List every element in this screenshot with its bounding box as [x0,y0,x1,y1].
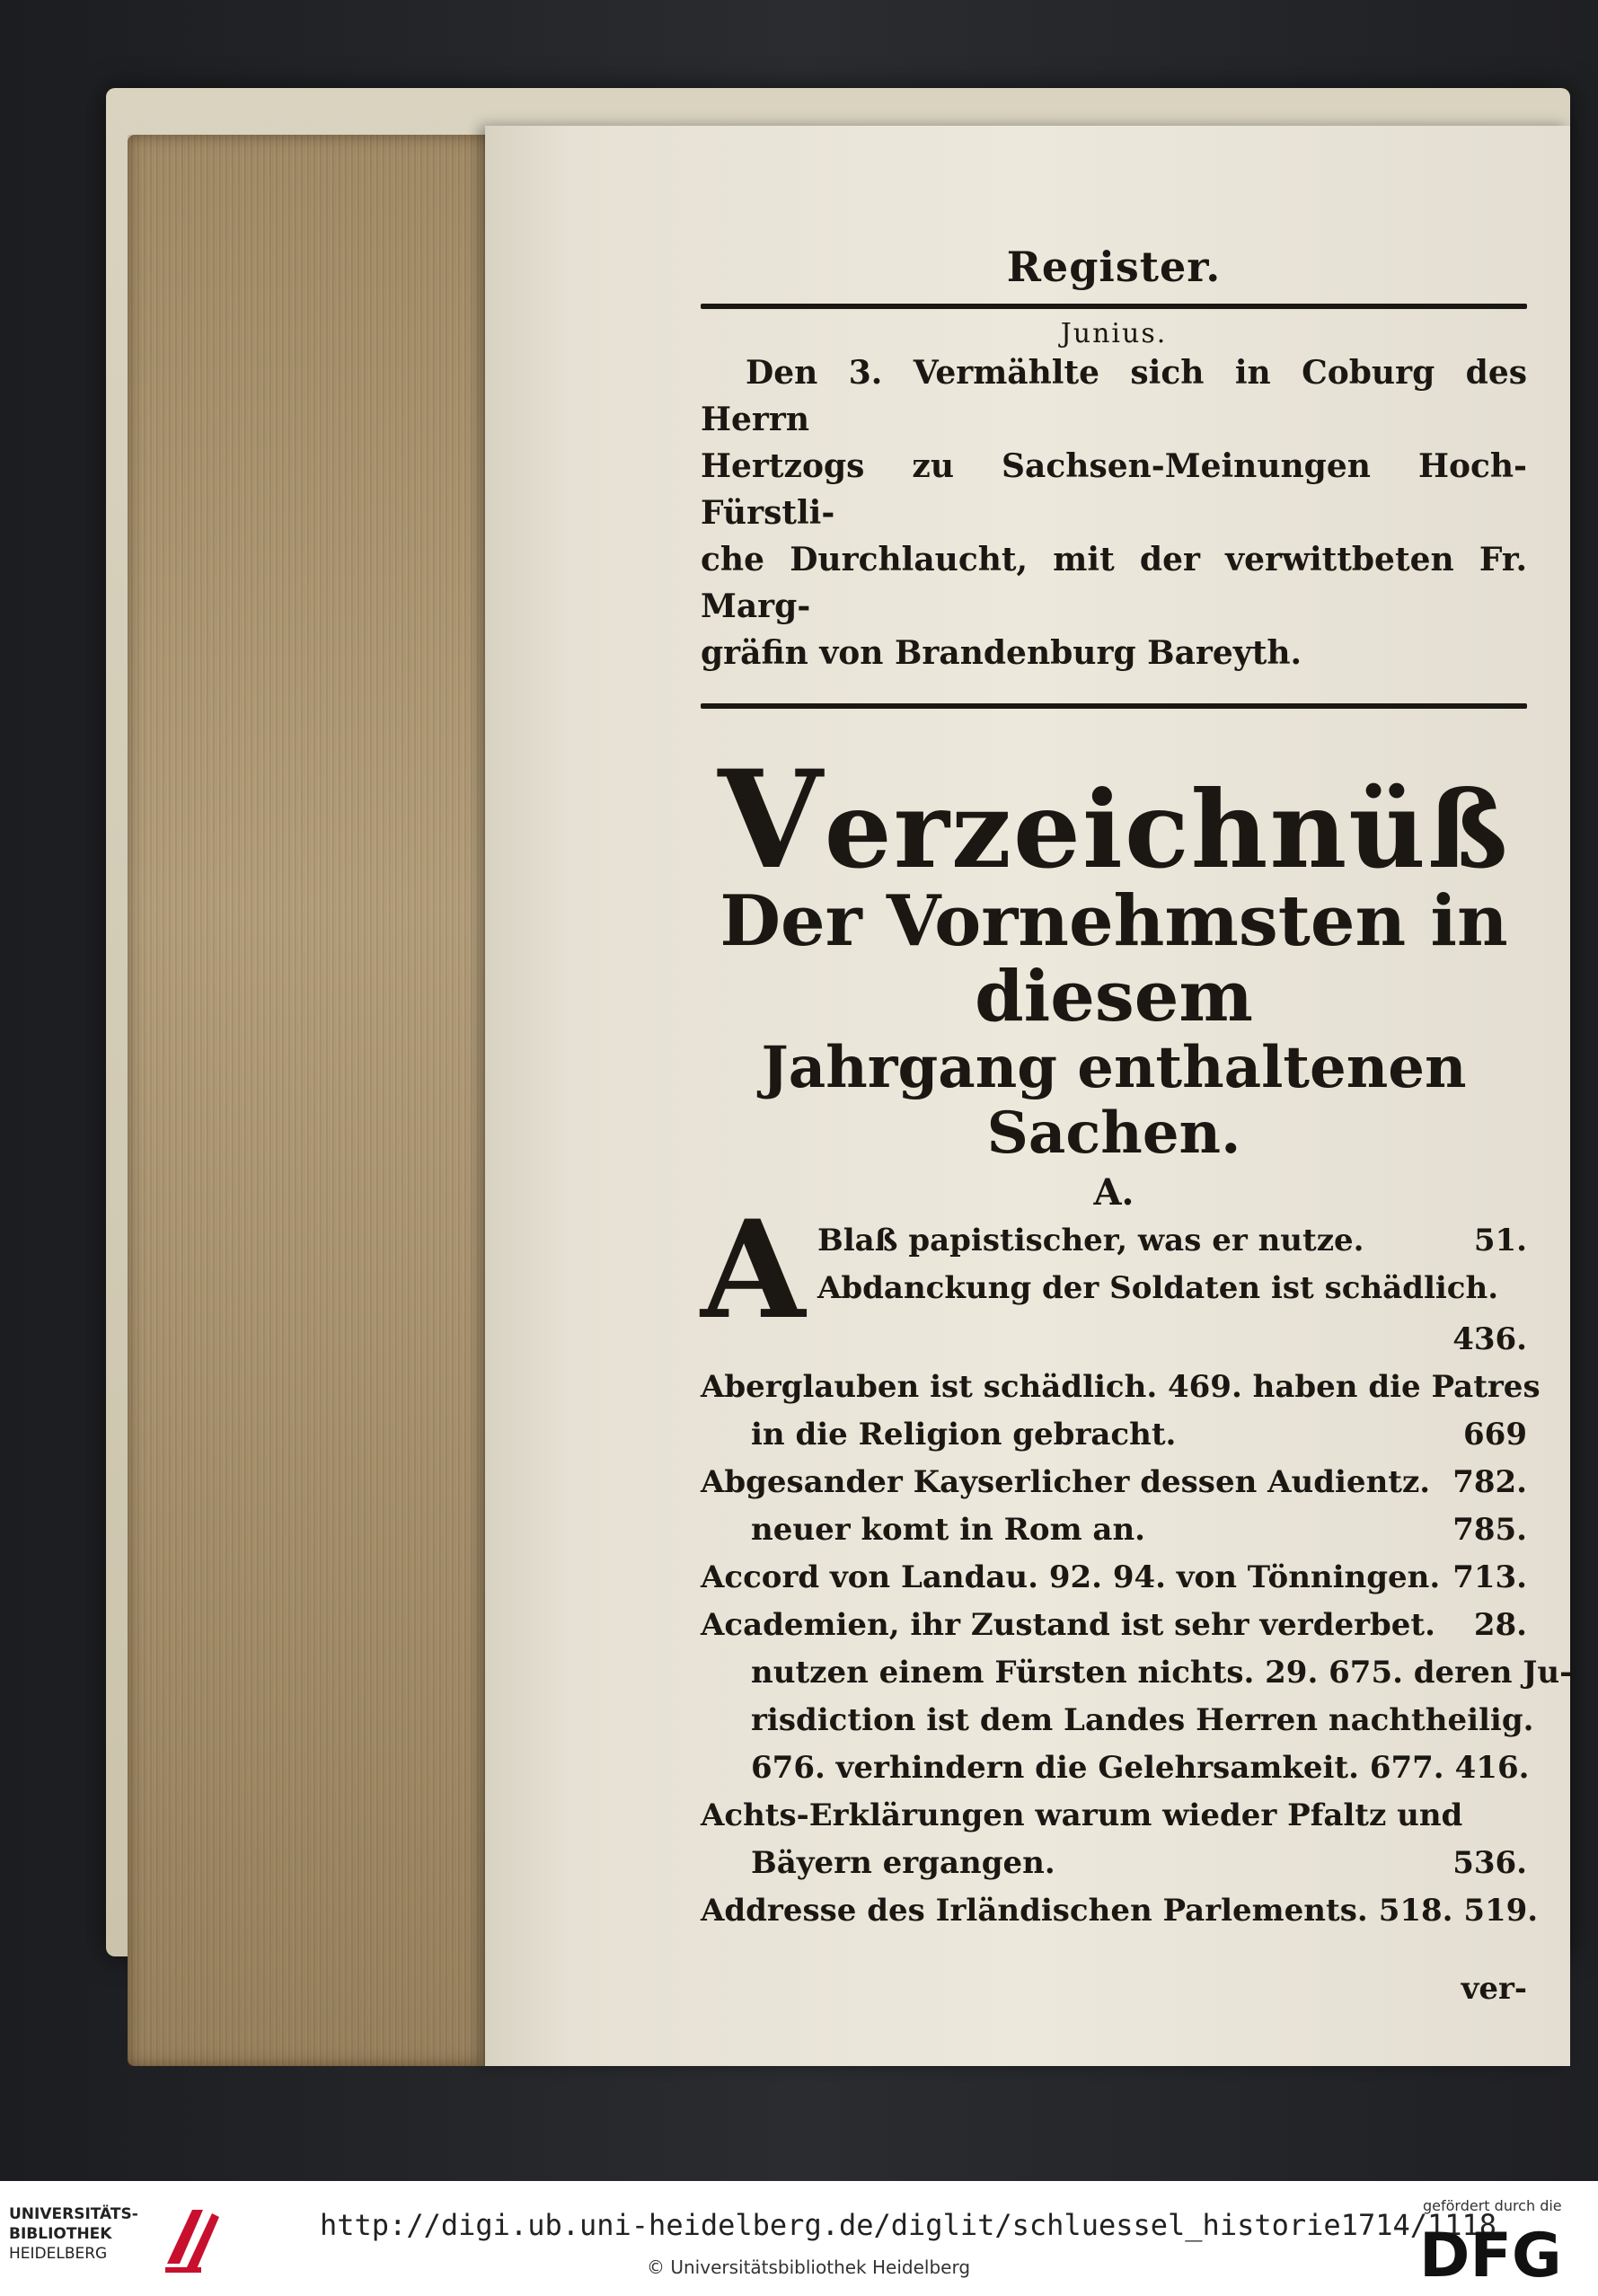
entry-text: Blaß papistischer, was er nutze. [817,1223,1364,1258]
entry-page: 518. 519. [1378,1893,1539,1929]
entry-text: neuer komt in Rom an. [751,1512,1146,1548]
section-rule [701,703,1527,709]
entry-text: risdiction ist dem Landes Herren nachtheilig. [751,1702,1534,1738]
section-letter: A. [1093,1171,1134,1214]
entry-page: 28. [1473,1607,1527,1643]
entry-text: Abgesander Kayserlicher dessen Audientz. [701,1464,1431,1500]
library-logo-icon [160,2201,225,2276]
paragraph-line-4: gräfin von Brandenburg Bareyth. [701,634,1302,672]
index-entry [701,1316,1527,1364]
entry-page: 713. [1452,1559,1527,1595]
index-entries [701,1316,1573,1935]
index-entry [701,1459,1527,1506]
header-rule [701,304,1527,309]
index-entry [701,1887,1539,1935]
library-line-1: UNIVERSITÄTS- [9,2205,138,2223]
catchword: ver- [1461,1971,1527,2007]
dfg-logo-icon [1419,2224,1590,2283]
entry-text: nutzen einem Fürsten nichts. 29. 675. deren Ju- [751,1655,1573,1691]
index-entry [701,1364,1541,1411]
book-page-edges [128,135,505,2066]
entry-text: Abdanckung der Soldaten ist schädlich. [817,1270,1499,1306]
library-line-2: BIBLIOTHEK [9,2225,112,2243]
title-initial: V [718,741,825,899]
permalink-url[interactable]: http://digi.ub.uni-heidelberg.de/diglit/schluessel_historie1714/1118 [320,2208,1497,2242]
index-entry [701,1697,1534,1744]
index-entry [701,1840,1527,1887]
entry-page: 782. [1452,1464,1527,1500]
drop-capital: A [701,1191,806,1349]
entry-page: 436. [1452,1321,1527,1357]
index-entry [701,1792,1527,1840]
library-line-3: HEIDELBERG [9,2245,108,2263]
paragraph-line-2: Hertzogs zu Sachsen-Meinungen Hoch-Fürstli- [701,447,1527,532]
library-name [9,2204,138,2264]
entry-text: 676. verhindern die Gelehrsamkeit. 677. [751,1750,1444,1786]
paragraph-line-3: che Durchlaucht, mit der verwittbeten Fr. Marg- [701,541,1527,625]
funding-label: gefördert durch die [1423,2197,1562,2214]
index-entry [701,1411,1527,1459]
index-entry [817,1265,1527,1312]
entry-page: 785. [1452,1512,1527,1548]
title-line-4: Sachen. [986,1099,1241,1167]
index-entry [701,1506,1527,1554]
title-line-2: Der Vornehmsten in diesem [720,880,1508,1038]
entry-page: 416. [1454,1750,1530,1786]
title-word: erzeichnüß [824,767,1510,892]
entry-text: Addresse des Irländischen Parlements. [701,1893,1368,1929]
entry-text: Aberglauben ist schädlich. 469. haben die Patres [701,1369,1541,1405]
index-entry [817,1217,1527,1265]
paragraph-line-1: Den 3. Vermählte sich in Coburg des Herrn [701,354,1527,438]
index-title [701,741,1527,899]
title-line-3: Jahrgang enthaltenen [761,1034,1467,1101]
entry-paragraph [701,349,1527,676]
entry-text: Achts-Erklärungen warum wieder Pfaltz und [701,1797,1463,1833]
index-entry [701,1602,1527,1649]
index-entry [701,1649,1573,1697]
entry-page: 536. [1452,1845,1527,1881]
entry-text: Accord von Landau. 92. 94. von Tönningen. [701,1559,1441,1595]
viewer-footer [0,2181,1598,2296]
entry-page: 51. [1473,1223,1527,1258]
dfg-logo-text: DFG [1419,2224,1562,2283]
page-text-block [701,243,1573,2043]
index-entry [701,1554,1527,1602]
copyright-notice: © Universitätsbibliothek Heidelberg [647,2256,971,2278]
index-entry [701,1744,1530,1792]
entry-text: Bäyern ergangen. [751,1845,1055,1881]
month-heading: Junius. [1060,318,1168,349]
entry-text: in die Religion gebracht. [751,1417,1177,1453]
book-page [485,126,1573,2066]
entry-text: Academien, ihr Zustand ist sehr verderbet. [701,1607,1435,1643]
entry-page: 669 [1463,1417,1527,1453]
running-header: Register. [1006,243,1222,291]
